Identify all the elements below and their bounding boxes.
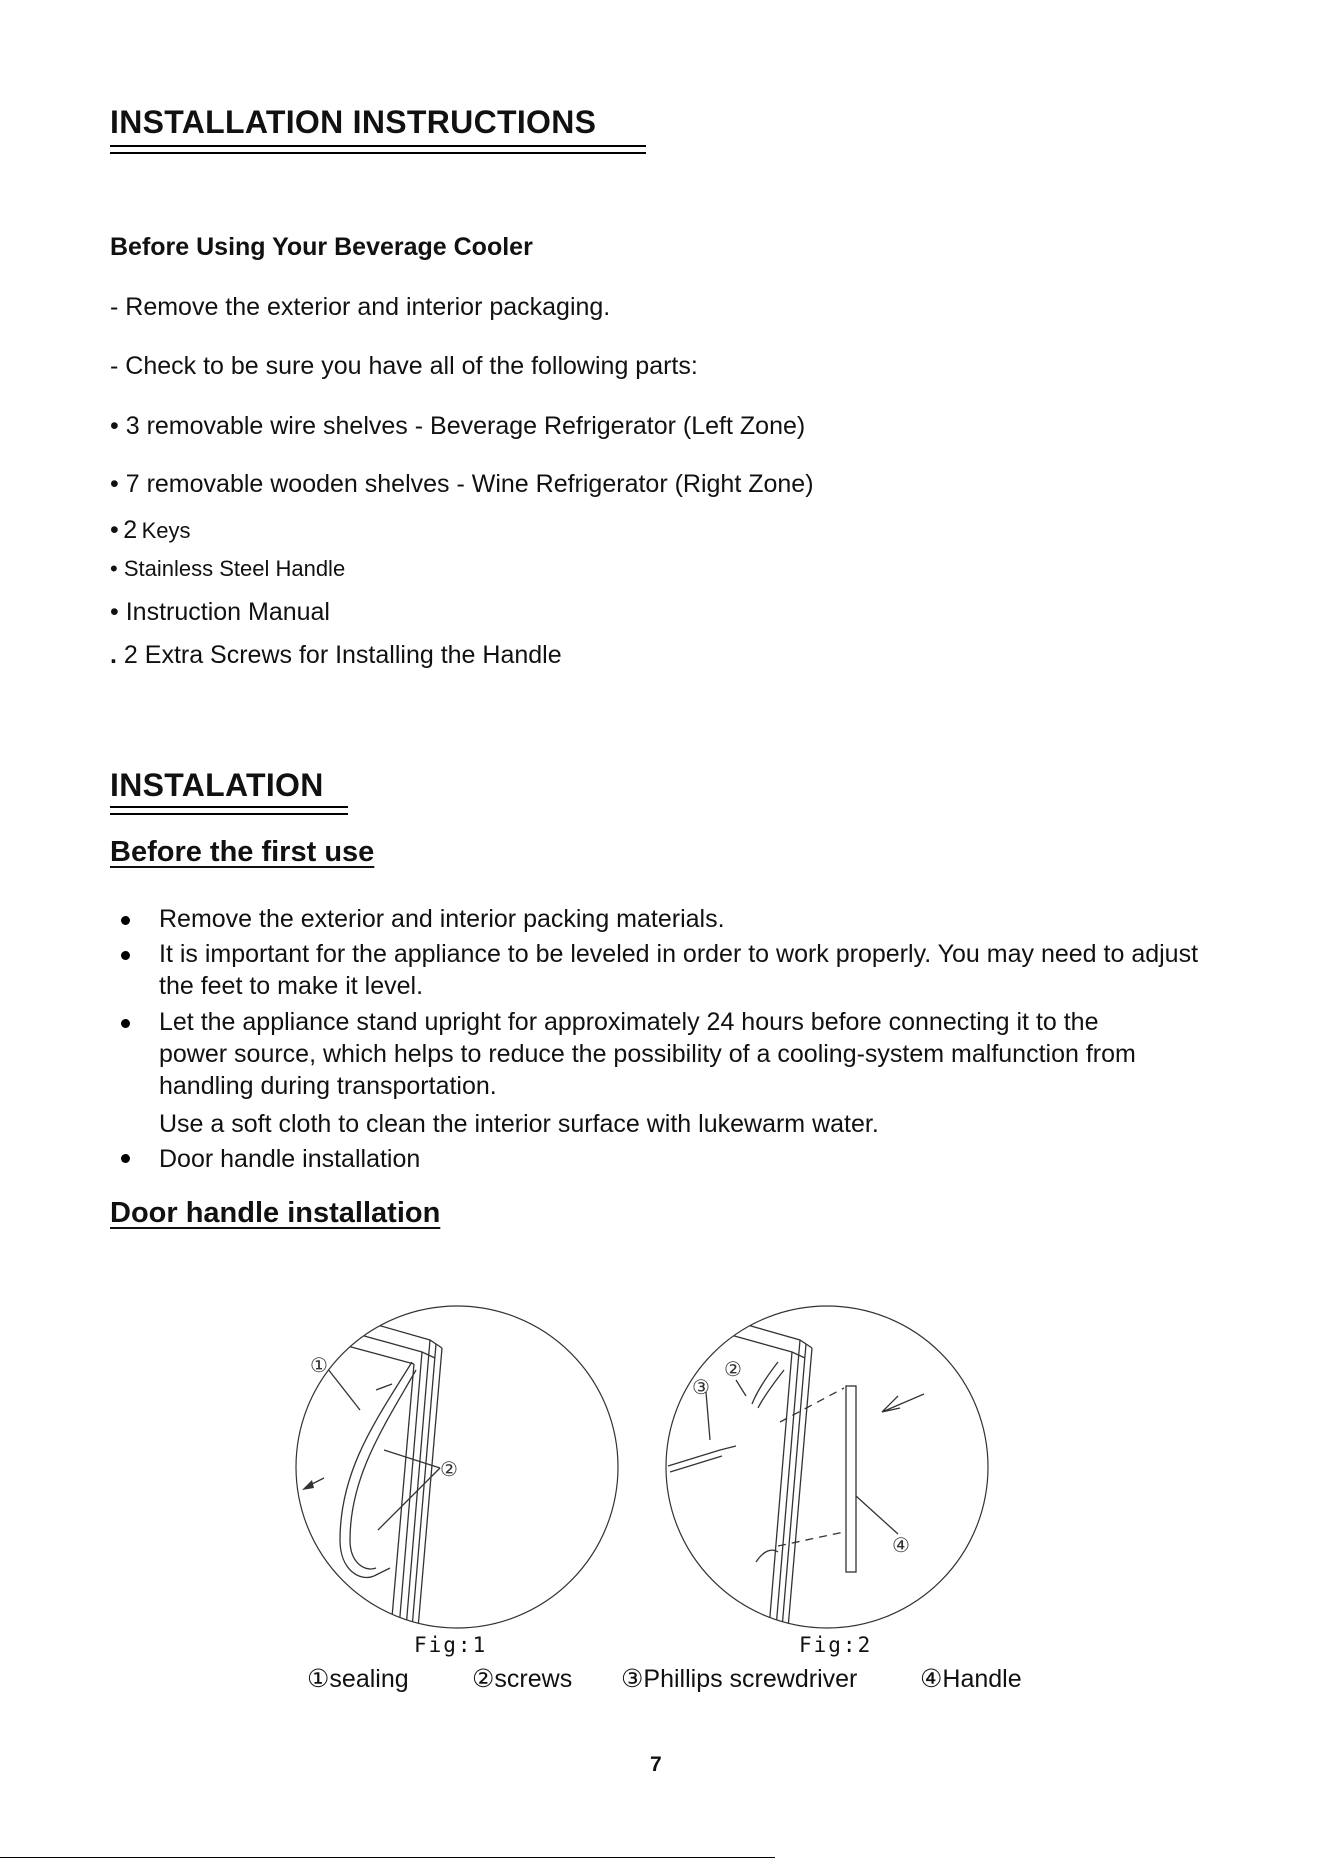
bullet-dot	[121, 1019, 130, 1028]
list-item: Remove the exterior and interior packing materials.	[159, 905, 725, 933]
heading-rule-top	[110, 145, 646, 147]
callout-screws: ②	[440, 1457, 458, 1481]
legend-item-handle: ④Handle	[920, 1665, 1022, 1693]
parts-list-item: • Stainless Steel Handle	[110, 556, 346, 581]
fig2-drawing	[660, 1300, 995, 1635]
heading-rule-bottom	[110, 813, 348, 815]
section-heading: INSTALATION	[110, 767, 324, 803]
heading-rule-bottom	[110, 152, 646, 154]
list-item: It is important for the appliance to be leveled in order to work properly. You may need to adjust the feet to make it level.	[159, 940, 1199, 1000]
callout-screws: ②	[724, 1357, 742, 1381]
callout-screwdriver: ③	[692, 1375, 710, 1399]
callout-sealing: ①	[310, 1353, 328, 1377]
bullet-dot	[121, 951, 130, 960]
instruction-line: - Remove the exterior and interior packaging.	[110, 293, 611, 321]
list-item: Use a soft cloth to clean the interior surface with lukewarm water.	[159, 1110, 879, 1138]
section-subheading: Before the first use	[110, 836, 375, 868]
legend-item-screws: ②screws	[472, 1665, 573, 1693]
bottom-rule	[0, 1857, 775, 1858]
parts-list-item: • 2 Keys	[110, 516, 191, 544]
list-item: Let the appliance stand upright for approximately 24 hours before connecting it to the power source, which helps to reduce the possibility of a cooling-system malfunction from handling during transportation.	[159, 1008, 1136, 1100]
parts-list-item: • Instruction Manual	[110, 598, 330, 626]
bullet-dot	[121, 1154, 130, 1163]
heading-rule-top	[110, 806, 348, 808]
list-item: Door handle installation	[159, 1145, 421, 1173]
parts-list-item: . 2 Extra Screws for Installing the Handle	[110, 641, 562, 669]
legend-item-sealing: ①sealing	[307, 1665, 409, 1693]
fig1-drawing	[290, 1300, 625, 1635]
page-title: INSTALLATION INSTRUCTIONS	[110, 104, 597, 140]
figure-caption: Fig:2	[799, 1633, 873, 1657]
parts-list-item: • 7 removable wooden shelves - Wine Refrigerator (Right Zone)	[110, 470, 814, 498]
legend-item-screwdriver: ③Phillips screwdriver	[621, 1665, 858, 1693]
callout-handle: ④	[892, 1533, 910, 1557]
section-subheading: Door handle installation	[110, 1197, 441, 1229]
instruction-line: - Check to be sure you have all of the following parts:	[110, 352, 698, 380]
bullet-dot	[121, 916, 130, 925]
section-subheading: Before Using Your Beverage Cooler	[110, 233, 533, 261]
page-number: 7	[650, 1753, 662, 1776]
figure-caption: Fig:1	[414, 1633, 488, 1657]
parts-list-item: • 3 removable wire shelves - Beverage Refrigerator (Left Zone)	[110, 412, 806, 440]
